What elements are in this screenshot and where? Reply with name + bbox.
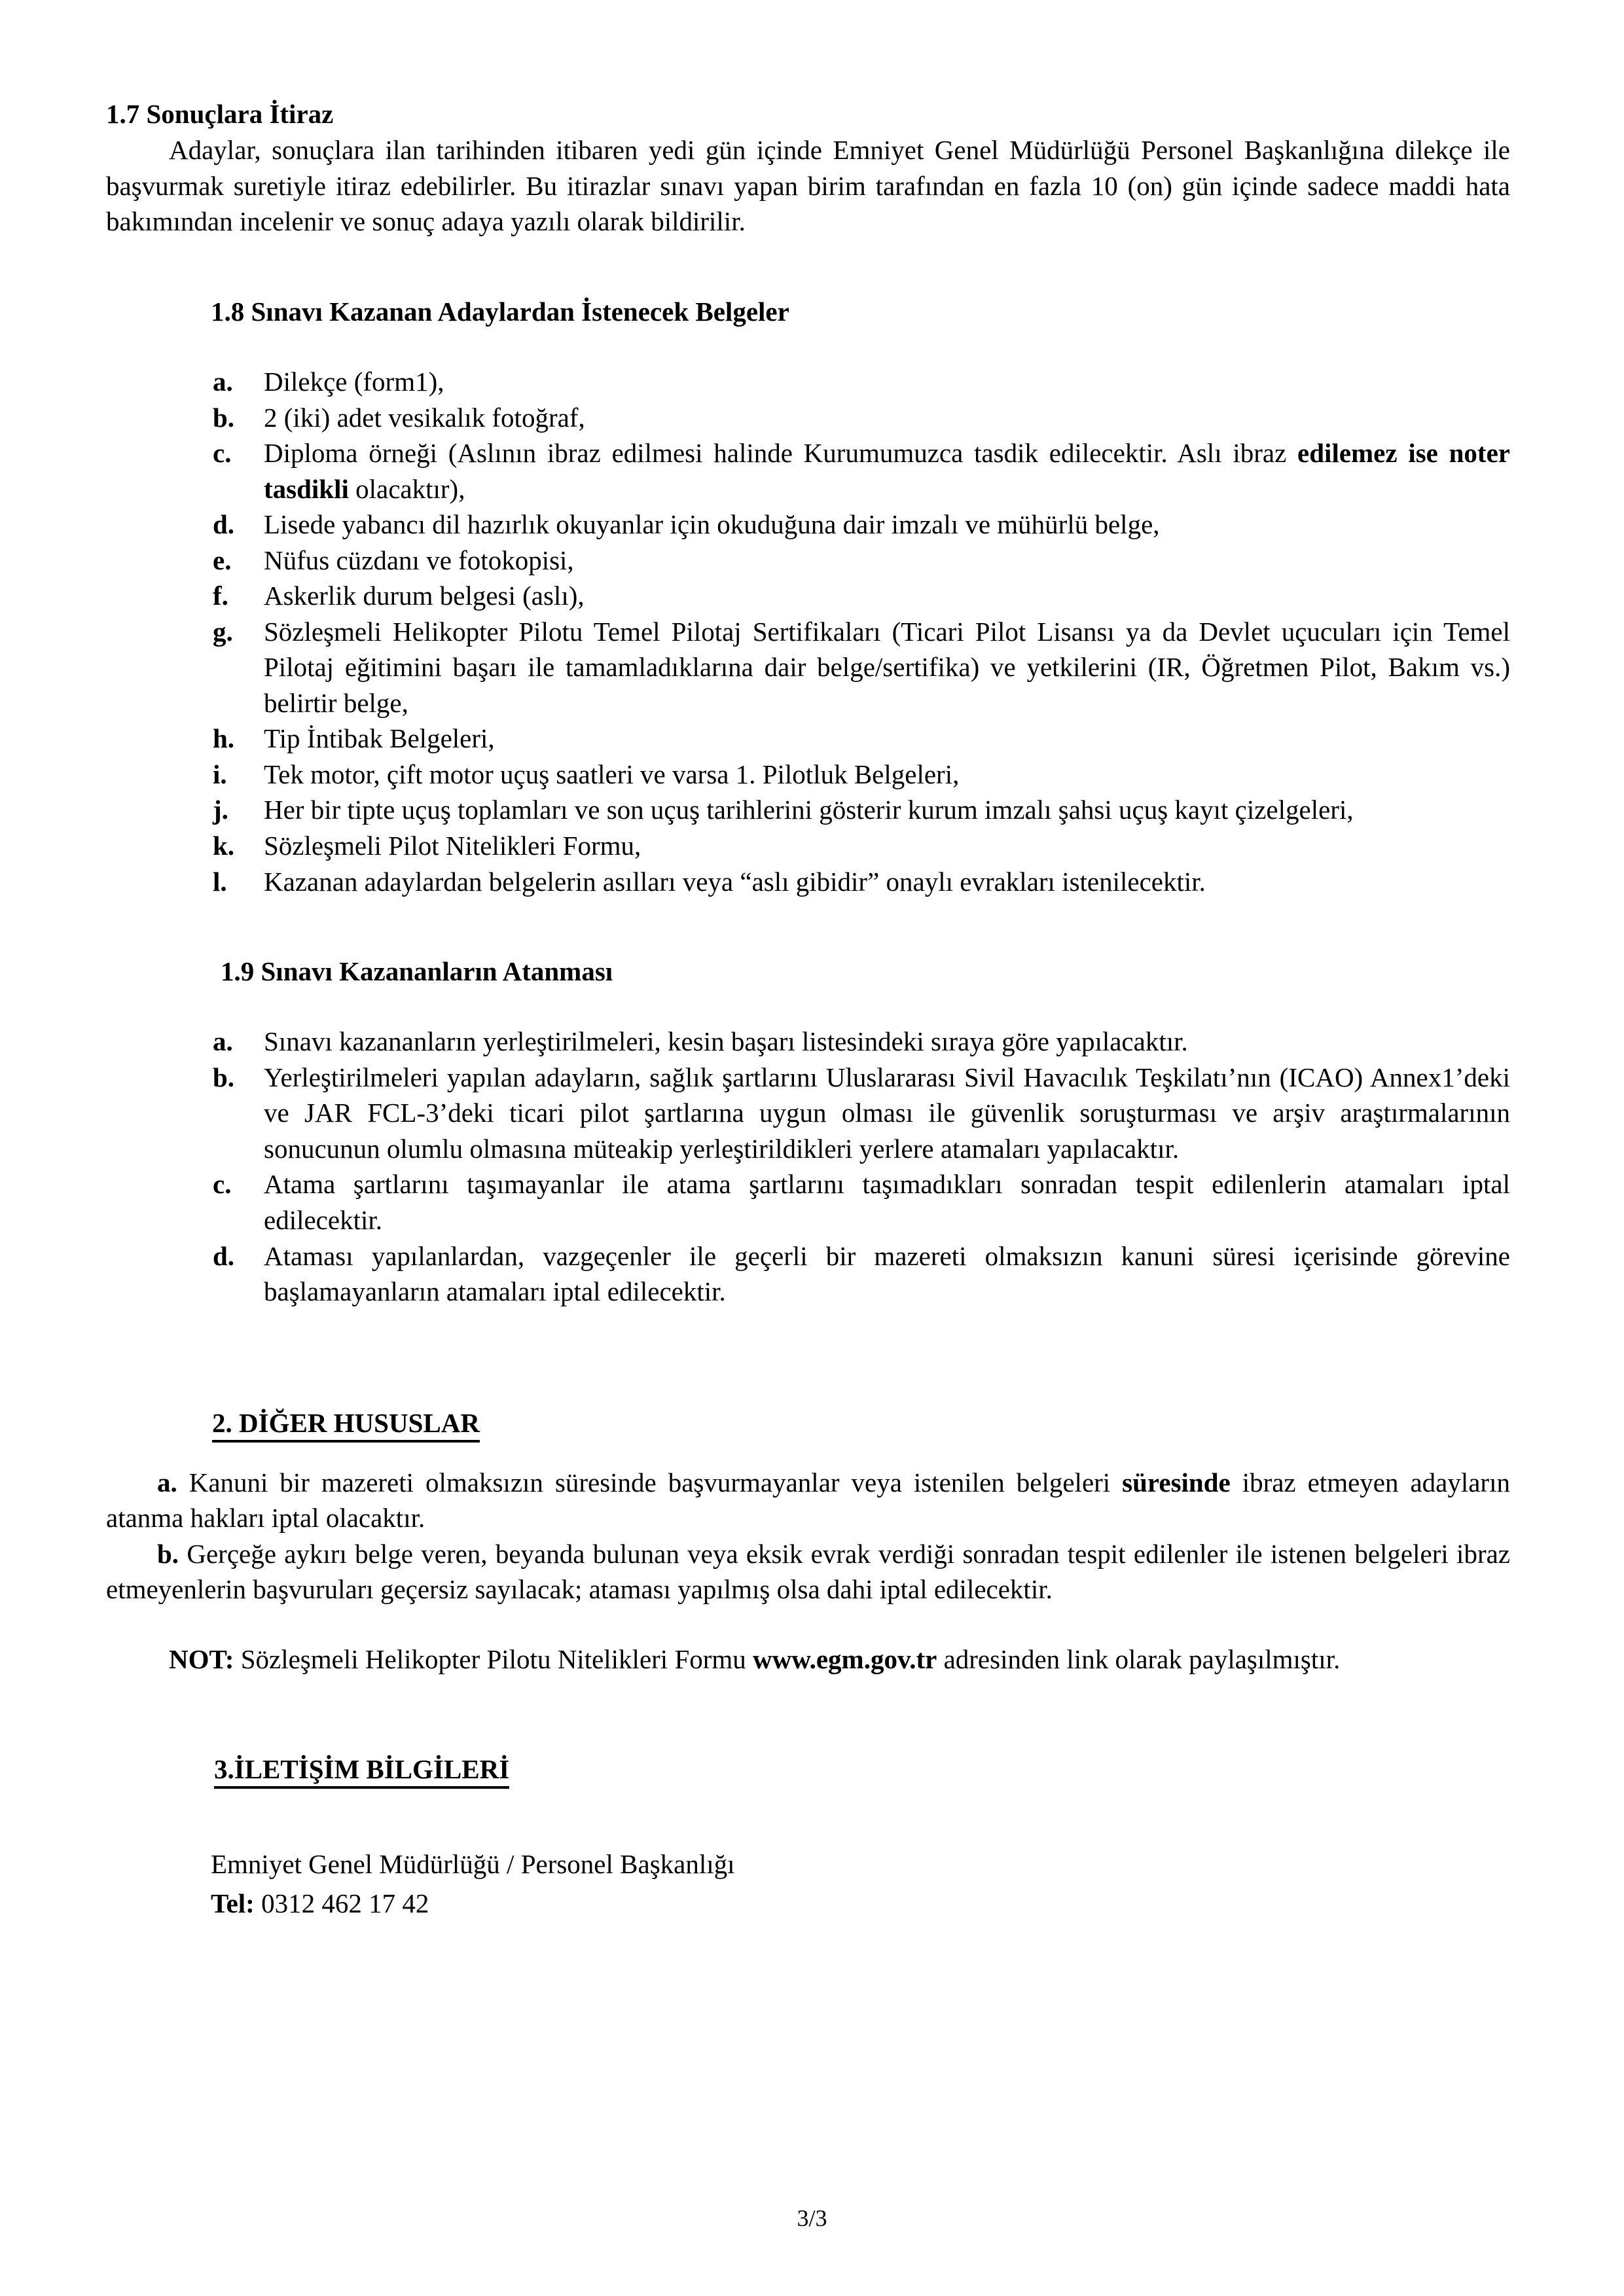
paragraph-note — [106, 1641, 1510, 1677]
note-text-before: Sözleşmeli Helikopter Pilotu Nitelikleri Formu — [234, 1643, 753, 1674]
list-marker: g. — [213, 616, 233, 647]
page-footer — [0, 2204, 1624, 2232]
paragraph-2-a-marker: a. — [157, 1467, 177, 1498]
paragraph-2-a-before: Kanuni bir mazereti olmaksızın süresinde başvurmayanlar veya istenilen belgeleri — [177, 1467, 1123, 1498]
list-item — [213, 792, 1510, 828]
page-number: 3/3 — [797, 2205, 827, 2231]
list-marker: l. — [213, 866, 227, 897]
list-marker: a. — [213, 1026, 233, 1057]
list-item-text: Ataması yapılanlardan, vazgeçenler ile geçerli bir mazereti olmaksızın kanuni süresi içerisinde görevine başlamayanların atamaları iptal edilecektir. — [264, 1240, 1510, 1307]
paragraph-1-7: Adaylar, sonuçlara ilan tarihinden itibaren yedi gün içinde Emniyet Genel Müdürlüğü Personel Başkanlığına dilekçe ile başvurmak suretiyle itiraz edebilirler. Bu itirazlar sınavı yapan birim tarafından en fazla 10 (on) gün içinde sadece maddi hata bakımından incelenir ve sonuç adaya yazılı olarak bildirilir. — [106, 135, 1510, 237]
document-list-1-9 — [106, 1024, 1510, 1309]
list-marker: c. — [213, 438, 232, 469]
list-item-text: Sözleşmeli Helikopter Pilotu Temel Pilotaj Sertifikaları (Ticari Pilot Lisansı ya da Devlet uçucuları için Temel Pilotaj eğitimini başarı ile tamamladıklarına dair belge/sertifika) ve yetkilerini (IR, Öğretmen Pilot, Bakım vs.) belirtir belge, — [264, 616, 1510, 718]
list-marker: h. — [213, 723, 235, 754]
list-item — [213, 543, 1510, 579]
paragraph-2-b-text: Gerçeğe aykırı belge veren, beyanda bulunan veya eksik evrak verdiği sonradan tespit edilenler ile istenen belgeleri ibraz etmeyenlerin başvuruları geçersiz sayılacak; ataması yapılmış olsa dahi iptal edilecektir. — [106, 1538, 1510, 1605]
list-item-text-emphasis: edilemez ise noter tasdikli — [264, 438, 1510, 504]
spacer — [106, 1443, 1510, 1465]
note-text-after: adresinden link olarak paylaşılmıştır. — [937, 1643, 1341, 1674]
heading-2-wrapper — [106, 1408, 1510, 1443]
note-url: www.egm.gov.tr — [753, 1643, 937, 1674]
list-item-text: Askerlik durum belgesi (aslı), — [264, 581, 585, 611]
list-marker: f. — [213, 581, 228, 611]
list-item — [213, 828, 1510, 864]
list-marker: b. — [213, 1062, 235, 1092]
list-marker: b. — [213, 402, 235, 433]
list-item-text — [264, 435, 1510, 507]
list-item-text: Yerleştirilmeleri yapılan adayların, sağlık şartlarını Uluslararası Sivil Havacılık Teşkilatı’nın (ICAO) Annex1’deki ve JAR FCL-3’deki ticari pilot şartlarına uygun olması ile güvenlik soruşturması ve arşiv araştırmalarının sonucunun olumlu olmasına müteakip yerleştirildikleri yerlere atamaları yapılacaktır. — [264, 1062, 1510, 1164]
heading-1-9: 1.9 Sınavı Kazananların Atanması — [221, 956, 613, 987]
paragraph-2-a-after: ibraz etmeyen adayların atanma hakları iptal olacaktır. — [106, 1467, 1510, 1534]
spacer — [106, 899, 1510, 956]
list-item-text: Her bir tipte uçuş toplamları ve son uçuş tarihlerini gösterir kurum imzalı şahsi uçuş kayıt çizelgeleri, — [264, 795, 1354, 825]
list-item — [213, 435, 1510, 507]
list-marker: c. — [213, 1169, 232, 1200]
list-item-text: Dilekçe (form1), — [264, 367, 444, 397]
list-item-text: Sözleşmeli Pilot Nitelikleri Formu, — [264, 831, 641, 861]
heading-2-diger-hususlar: 2. DİĞER HUSUSLAR — [212, 1408, 480, 1443]
list-marker: i. — [213, 759, 227, 789]
page-content — [106, 98, 1510, 1923]
list-item — [213, 578, 1510, 614]
contact-phone-label: Tel: — [211, 1888, 255, 1918]
note-label: NOT: — [169, 1643, 234, 1674]
list-item — [213, 614, 1510, 721]
list-item-text: Tek motor, çift motor uçuş saatleri ve varsa 1. Pilotluk Belgeleri, — [264, 759, 960, 789]
list-item — [213, 1060, 1510, 1167]
heading-1-7: 1.7 Sonuçlara İtiraz — [106, 99, 334, 129]
paragraph-2-a — [106, 1465, 1510, 1536]
list-marker: j. — [213, 795, 228, 825]
contact-phone — [211, 1884, 1510, 1923]
list-marker: a. — [213, 367, 233, 397]
list-marker: e. — [213, 545, 232, 575]
list-item-text: Atama şartlarını taşımayanlar ile atama şartlarını taşımadıkları sonradan tespit edilenlerin atamaları iptal edilecektir. — [264, 1169, 1510, 1235]
list-item-text: Kazanan adaylardan belgelerin asılları veya “aslı gibidir” onaylı evrakları istenilecektir. — [264, 866, 1206, 897]
list-marker: d. — [213, 1240, 235, 1271]
list-marker: d. — [213, 509, 235, 540]
paragraph-2-b-marker: b. — [157, 1538, 179, 1569]
list-item — [213, 1166, 1510, 1238]
spacer — [106, 1607, 1510, 1641]
spacer — [106, 990, 1510, 1024]
document-list-1-8 — [106, 364, 1510, 899]
list-item — [213, 1024, 1510, 1060]
list-item — [213, 864, 1510, 900]
paragraph-2-b — [106, 1536, 1510, 1607]
paragraph-2-a-emphasis: süresinde — [1122, 1467, 1231, 1498]
list-item-text: Nüfus cüzdanı ve fotokopisi, — [264, 545, 574, 575]
heading-3-wrapper — [106, 1754, 1510, 1789]
list-item-text: Lisede yabancı dil hazırlık okuyanlar için okuduğuna dair imzalı ve mühürlü belge, — [264, 509, 1160, 540]
list-item — [213, 364, 1510, 400]
spacer — [106, 1789, 1510, 1845]
spacer — [106, 1677, 1510, 1754]
list-item — [213, 400, 1510, 436]
contact-organization: Emniyet Genel Müdürlüğü / Personel Başkanlığı — [211, 1849, 735, 1880]
list-marker: k. — [213, 831, 235, 861]
list-item — [213, 507, 1510, 543]
spacer — [106, 240, 1510, 296]
spacer — [106, 1310, 1510, 1408]
spacer — [106, 330, 1510, 364]
list-item — [213, 721, 1510, 757]
list-item-text: Tip İntibak Belgeleri, — [264, 723, 495, 754]
contact-block — [106, 1845, 1510, 1923]
heading-1-8: 1.8 Sınavı Kazanan Adaylardan İstenecek Belgeler — [211, 296, 789, 327]
heading-3-iletisim-bilgileri: 3.İLETİŞİM BİLGİLERİ — [214, 1754, 509, 1789]
contact-phone-value: 0312 462 17 42 — [254, 1888, 429, 1918]
list-item-text-before: Diploma örneği (Aslının ibraz edilmesi halinde Kurumumuzca tasdik edilecektir. Aslı ibraz — [264, 438, 1298, 469]
list-item-text: 2 (iki) adet vesikalık fotoğraf, — [264, 402, 585, 433]
list-item — [213, 757, 1510, 793]
list-item — [213, 1238, 1510, 1310]
list-item-text-after: olacaktır), — [348, 473, 465, 504]
list-item-text: Sınavı kazananların yerleştirilmeleri, kesin başarı listesindeki sıraya göre yapılacaktır. — [264, 1026, 1188, 1057]
